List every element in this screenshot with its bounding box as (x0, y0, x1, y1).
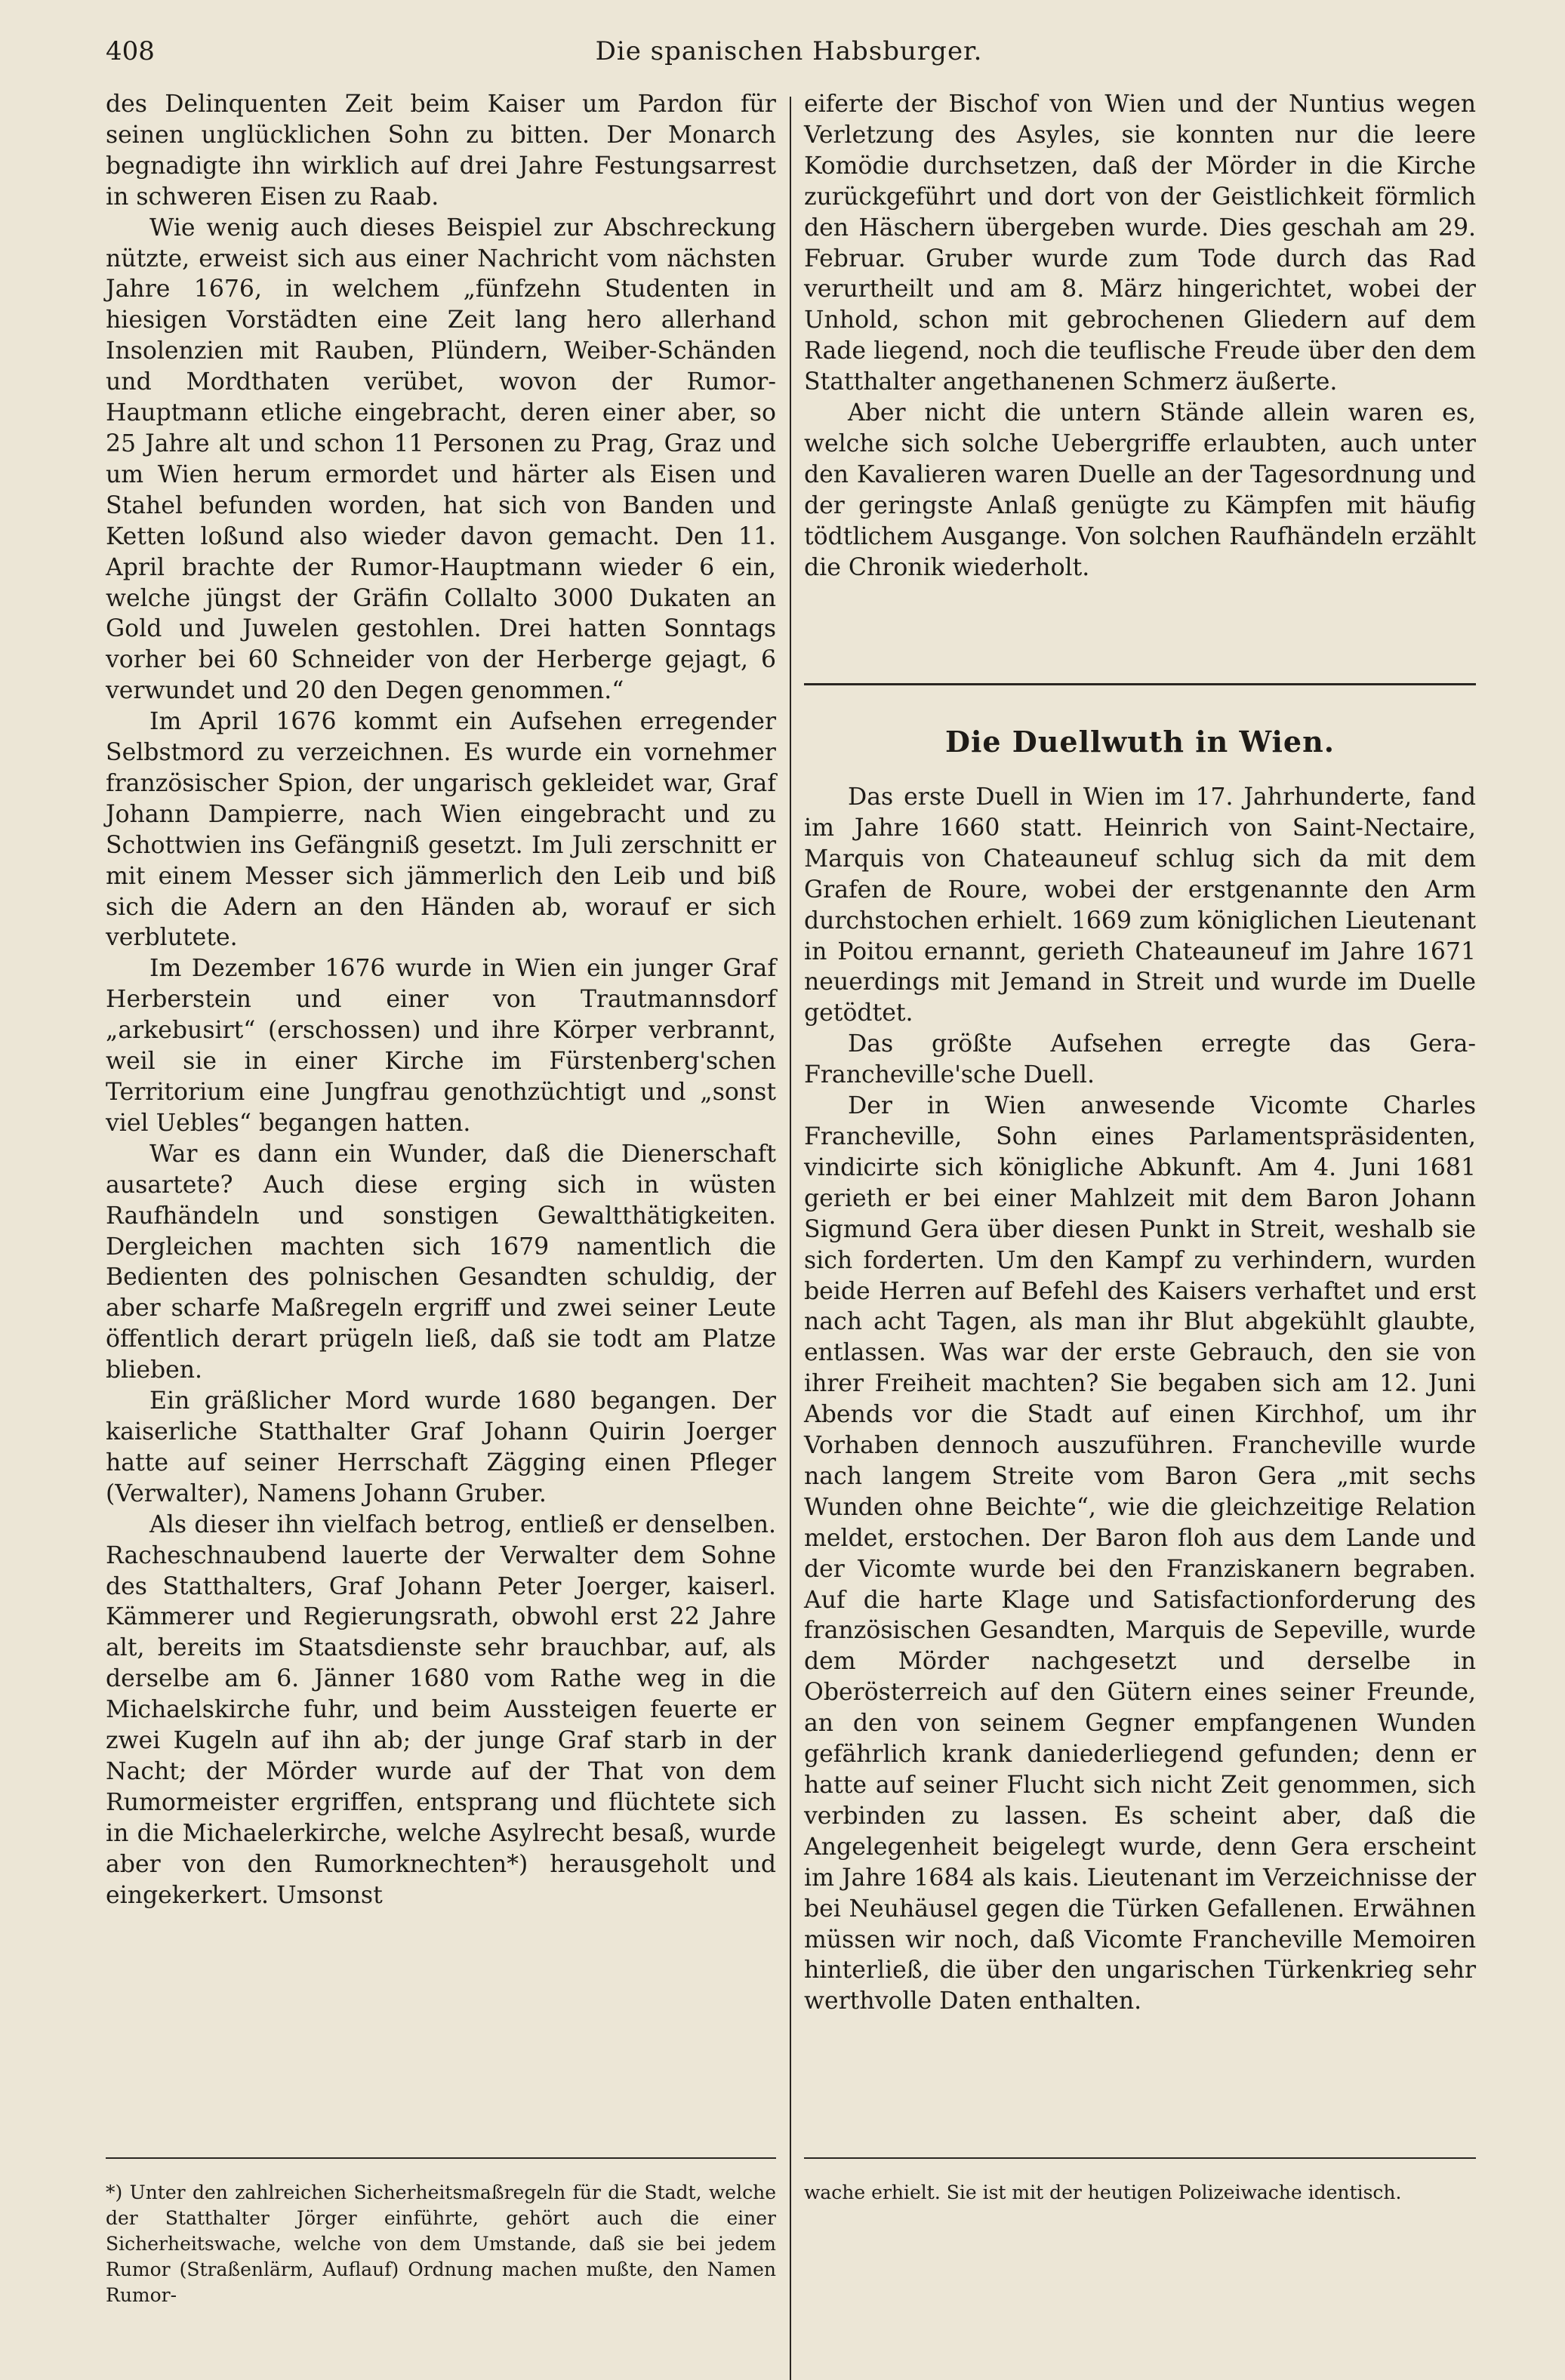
paragraph: Das größte Aufsehen erregte das Gera-Francheville'sche Duell. (804, 1030, 1476, 1089)
page-header (98, 32, 1480, 77)
column-divider (790, 97, 791, 2380)
running-title: Die spanischen Habsburger. (595, 36, 983, 66)
left-column (106, 89, 776, 1910)
paragraph: Der in Wien anwesende Vicomte Charles Francheville, Sohn eines Parlamentspräsidenten, vindicirte sich königliche Abkunft. Am 4. Juni 1681 gerieth er bei einer Mahlzeit mit dem Baron Johann Sigmund Gera über diesen Punkt in Streit, weshalb sie sich forderten. Um den Kampf zu verhindern, wurden beide Herren auf Befehl des Kaisers verhaftet und erst nach acht Tagen, als man ihr Blut abgekühlt glaubte, entlassen. Was war der erste Gebrauch, den sie von ihrer Freiheit machten? Sie begaben sich am 12. Juni Abends vor die Stadt auf einen Kirchhof, um ihr Vorhaben dennoch auszuführen. Francheville wurde nach langem Streite vom Baron Gera „mit sechs Wunden ohne Beichte“, wie die gleichzeitige Relation meldet, erstochen. Der Baron floh aus dem Lande und der Vicomte wurde bei den Franziskanern begraben. Auf die harte Klage und Satisfactionforderung des französischen Gesandten, Marquis de Sepeville, wurde dem Mörder nachgesetzt und derselbe in Oberösterreich auf den Gütern eines seiner Freunde, an den von seinem Gegner empfangenen Wunden gefährlich krank daniederliegend gefunden; denn er hatte auf seiner Flucht sich nicht Zeit genommen, sich verbinden zu lassen. Es scheint aber, daß die Angelegenheit beigelegt wurde, denn Gera erscheint im Jahre 1684 als kais. Lieutenant im Verzeichnisse der bei Neuhäusel gegen die Türken Gefallenen. Erwähnen müssen wir noch, daß Vicomte Francheville Memoiren hinterließ, die über den ungarischen Türkenkrieg sehr werthvolle Daten enthalten. (804, 1092, 1476, 2015)
paragraph: Wie wenig auch dieses Beispiel zur Abschreckung nützte, erweist sich aus einer Nachricht vom nächsten Jahre 1676, in welchem „fünfzehn Studenten in hiesigen Vorstädten eine Zeit lang hero allerhand Insolenzien mit Rauben, Plündern, Weiber-Schänden und Mordthaten verübet, wovon der Rumor-Hauptmann etliche eingebracht, deren einer aber, so 25 Jahre alt und schon 11 Personen zu Prag, Graz und um Wien herum ermordet und härter als Eisen und Stahel befunden worden, hat sich von Banden und Ketten loßund also wieder davon gemacht. Den 11. April brachte der Rumor-Hauptmann wieder 6 ein, welche jüngst der Gräfin Collalto 3000 Dukaten an Gold und Juwelen gestohlen. Drei hatten Sonntags vorher bei 60 Schneider von der Herberge gejagt, 6 verwundet und 20 den Degen genommen.“ (106, 214, 776, 705)
paragraph: War es dann ein Wunder, daß die Dienerschaft ausartete? Auch diese erging sich in wüsten Raufhändeln und sonstigen Gewaltthätigkeiten. Dergleichen machten sich 1679 namentlich die Bedienten des polnischen Gesandten schuldig, der aber scharfe Maßregeln ergriff und zwei seiner Leute öffentlich derart prügeln ließ, daß sie todt am Platze blieben. (106, 1140, 776, 1384)
paragraph: Das erste Duell in Wien im 17. Jahrhunderte, fand im Jahre 1660 statt. Heinrich von Saint-Nectaire, Marquis von Chateauneuf schlug sich da mit dem Grafen de Roure, wobei der erstgenannte den Arm durchstochen erhielt. 1669 zum königlichen Lieutenant in Poitou ernannt, gerieth Chateauneuf im Jahre 1671 neuerdings mit Jemand in Streit und wurde im Duelle getödtet. (804, 784, 1476, 1027)
paragraph: eiferte der Bischof von Wien und der Nuntius wegen Verletzung des Asyles, sie konnten nur die leere Komödie durchsetzen, daß der Mörder in die Kirche zurückgeführt und dort von der Geistlichkeit förmlich den Häschern übergeben wurde. Dies geschah am 29. Februar. Gruber wurde zum Tode durch das Rad verurtheilt und am 8. März hingerichtet, wobei der Unhold, schon mit gebrochenen Gliedern auf dem Rade liegend, noch die teuflische Freude über den dem Statthalter angethanenen Schmerz äußerte. (804, 91, 1476, 396)
right-footnote-rule (804, 2157, 1476, 2159)
paragraph: Aber nicht die untern Stände allein waren es, welche sich solche Uebergriffe erlaubten, auch unter den Kavalieren waren Duelle an der Tagesordnung und der geringste Anlaß genügte zu Kämpfen mit häufig tödtlichem Ausgange. Von solchen Raufhändeln erzählt die Chronik wiederholt. (804, 399, 1476, 581)
right-footnote: wache erhielt. Sie ist mit der heutigen Polizeiwache identisch. (804, 2181, 1402, 2203)
paragraph: Ein gräßlicher Mord wurde 1680 begangen. Der kaiserliche Statthalter Graf Johann Quirin Joerger hatte auf seiner Herrschaft Zägging einen Pfleger (Verwalter), Namens Johann Gruber. (106, 1387, 776, 1507)
paragraph: Im April 1676 kommt ein Aufsehen erregender Selbstmord zu verzeichnen. Es wurde ein vornehmer französischer Spion, der ungarisch gekleidet war, Graf Johann Dampierre, nach Wien eingebracht und zu Schottwien ins Gefängniß gesetzt. Im Juli zerschnitt er mit einem Messer sich jämmerlich den Leib und biß sich die Adern an den Händen ab, worauf er sich verblutete. (106, 708, 776, 952)
paragraph: Im Dezember 1676 wurde in Wien ein junger Graf Herberstein und einer von Trautmannsdorf „arkebusirt“ (erschossen) und ihre Körper verbrannt, weil sie in einer Kirche im Fürstenberg'schen Territorium eine Jungfrau genothzüchtigt und „sonst viel Uebles“ begangen hatten. (106, 955, 776, 1137)
right-column-section (804, 782, 1476, 2017)
page-number: 408 (106, 36, 155, 66)
section-heading: Die Duellwuth in Wien. (945, 725, 1335, 759)
right-column (804, 89, 1476, 583)
left-footnote-rule (106, 2157, 776, 2159)
paragraph: Als dieser ihn vielfach betrog, entließ er denselben. Racheschnaubend lauerte der Verwalter dem Sohne des Statthalters, Graf Johann Peter Joerger, kaiserl. Kämmerer und Regierungsrath, obwohl erst 22 Jahre alt, bereits im Staatsdienste sehr brauchbar, auf, als derselbe am 6. Jänner 1680 vom Rathe weg in die Michaelskirche fuhr, und beim Aussteigen feuerte er zwei Kugeln auf ihn ab; der junge Graf starb in der Nacht; der Mörder wurde auf der That von dem Rumormeister ergriffen, entsprang und flüchtete sich in die Michaelerkirche, welche Asylrecht besaß, wurde aber von den Rumorknechten*) herausgeholt und eingekerkert. Umsonst (106, 1510, 776, 1909)
left-footnote: *) Unter den zahlreichen Sicherheitsmaßregeln für die Stadt, welche der Statthalter Jörger einführte, gehört auch die einer Sicherheitswache, welche von dem Umstande, daß sie bei jedem Rumor (Straßenlärm, Auflauf) Ordnung machen mußte, den Namen Rumor- (106, 2181, 776, 2306)
section-rule (804, 683, 1476, 685)
paragraph: des Delinquenten Zeit beim Kaiser um Pardon für seinen unglücklichen Sohn zu bitten. Der Monarch begnadigte ihn wirklich auf drei Jahre Festungsarrest in schweren Eisen zu Raab. (106, 91, 776, 211)
